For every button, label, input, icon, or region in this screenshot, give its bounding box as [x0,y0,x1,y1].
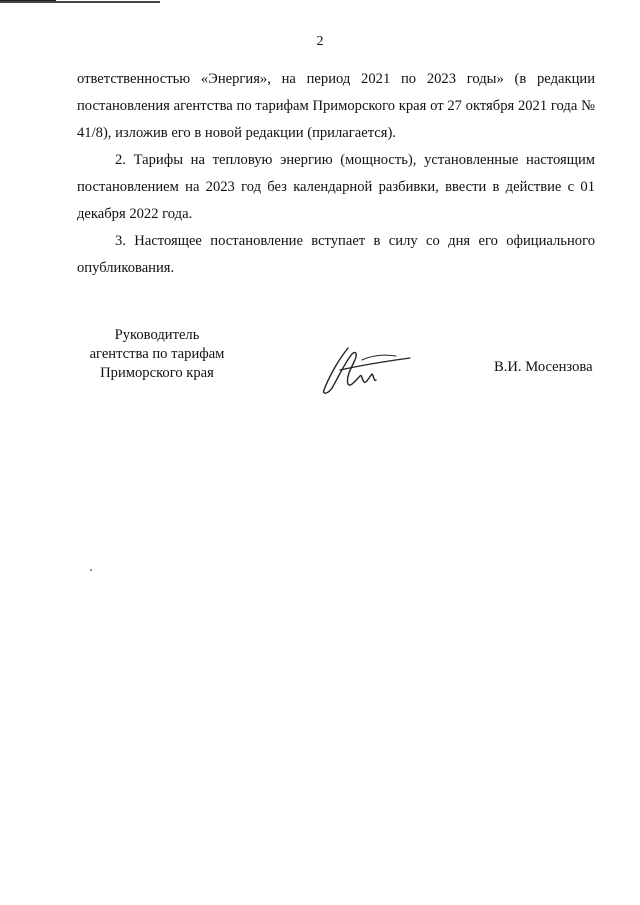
page-number: 2 [316,34,324,49]
paragraph-continuation: ответственностью «Энергия», на период 2021 по 2023 годы» (в редакции постановления агентства по тарифам Приморского края от 27 октября 2021 года № 41/8), изложив его в новой редакции (прилагается). [77,71,595,141]
paragraph-item-2: 2. Тарифы на тепловую энергию (мощность), установленные настоящим постановлением на 2023 год без календарной разбивки, ввести в действие с 01 декабря 2022 года. [77,152,595,222]
position-line: Приморского края [100,365,214,381]
position-line: агентства по тарифам [89,346,225,362]
header-rule [0,1,160,3]
signer-name: В.И. Мосензова [494,359,593,375]
document-body [77,66,595,282]
paragraph-item-3: 3. Настоящее постановление вступает в силу со дня его официального опубликования. [77,233,595,276]
signatory-position [62,326,252,383]
scan-speck [90,569,92,571]
handwritten-signature-icon [318,340,418,398]
position-line: Руководитель [114,327,200,343]
